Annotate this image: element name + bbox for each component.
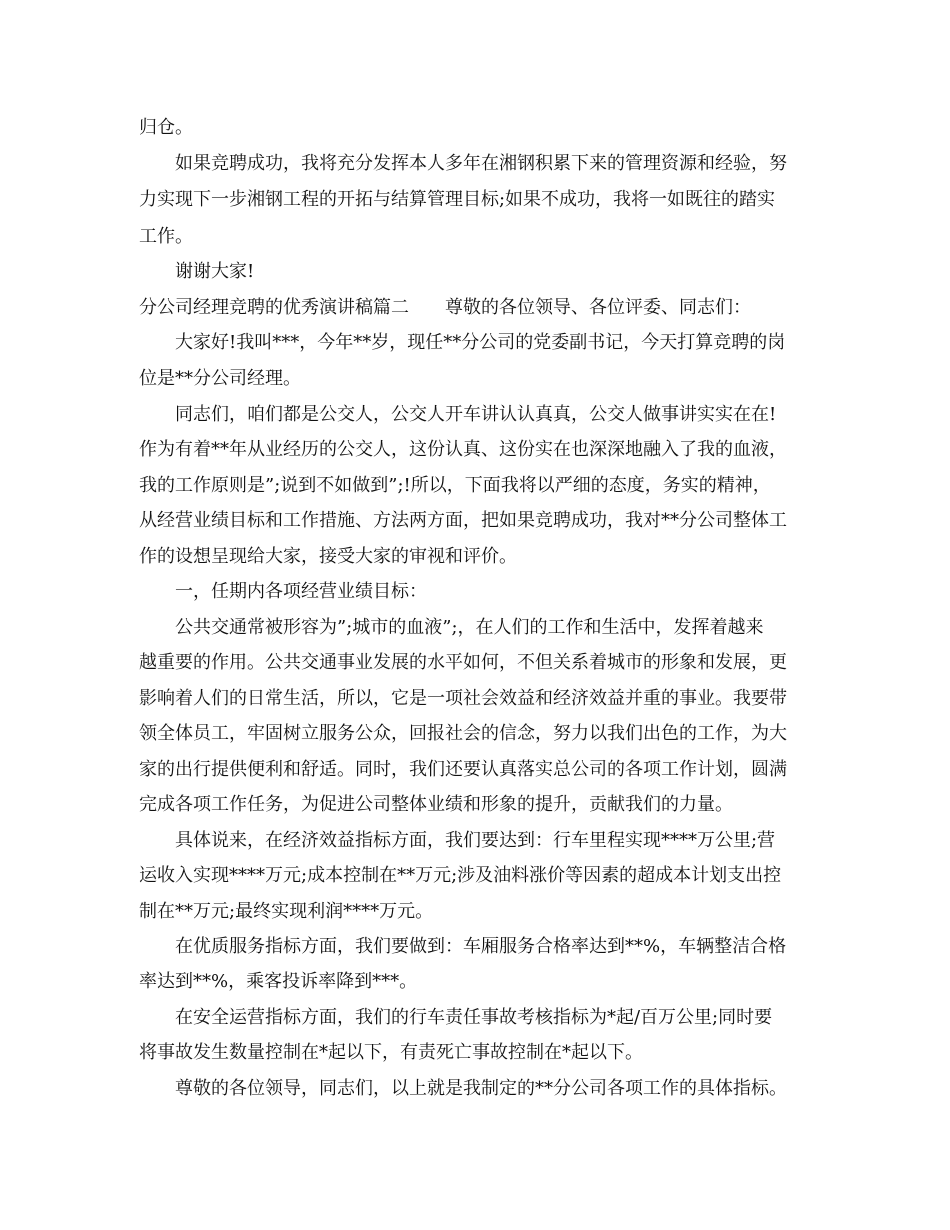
text-line: 同志们，咱们都是公交人，公交人开车讲认认真真，公交人做事讲实实在在! <box>175 404 777 425</box>
text-line: 影响着人们的日常生活，所以，它是一项社会效益和经济效益并重的事业。我要带 <box>139 688 787 709</box>
text-line: 公共交通常被形容为”;城市的血液”;，在人们的工作和生活中，发挥着越来 <box>175 617 764 638</box>
text-line: 作为有着**年从业经历的公交人，这份认真、这份实在也深深地融入了我的血液， <box>139 439 787 460</box>
text-line: 越重要的作用。公共交通事业发展的水平如何，不但关系着城市的形象和发展，更 <box>139 652 787 673</box>
text-line: 力实现下一步湘钢工程的开拓与结算管理目标;如果不成功，我将一如既往的踏实 <box>139 189 776 210</box>
text-line: 尊敬的各位领导，同志们，以上就是我制定的**分公司各项工作的具体指标。 <box>175 1078 787 1099</box>
text-line: 归仓。 <box>139 117 193 138</box>
text-line: 从经营业绩目标和工作措施、方法两方面，把如果竞聘成功，我对**分公司整体工 <box>139 510 787 531</box>
text-line: 工作。 <box>139 226 193 247</box>
text-line: 具体说来，在经济效益指标方面，我们要达到：行车里程实现****万公里;营 <box>175 830 776 851</box>
text-line: 谢谢大家! <box>175 261 255 282</box>
text-line: 作的设想呈现给大家，接受大家的审视和评价。 <box>139 546 517 567</box>
text-line: 家的出行提供便利和舒适。同时，我们还要认真落实总公司的各项工作计划，圆满 <box>139 759 787 780</box>
text-line: 制在**万元;最终实现利润****万元。 <box>139 901 434 922</box>
text-line: 将事故发生数量控制在*起以下，有责死亡事故控制在*起以下。 <box>139 1042 643 1063</box>
text-line: 位是**分公司经理。 <box>139 368 301 389</box>
text-line: 我的工作原则是”;说到不如做到”;!所以，下面我将以严细的态度，务实的精神， <box>139 475 771 496</box>
text-line: 领全体员工，牢固树立服务公众，回报社会的信念，努力以我们出色的工作，为大 <box>139 723 787 744</box>
section-heading: 分公司经理竞聘的优秀演讲稿篇二 尊敬的各位领导、各位评委、同志们： <box>139 297 751 318</box>
text-line: 运收入实现****万元;成本控制在**万元;涉及油料涨价等因素的超成本计划支出控 <box>139 865 782 886</box>
text-line: 如果竞聘成功，我将充分发挥本人多年在湘钢积累下来的管理资源和经验，努 <box>175 153 787 174</box>
text-line: 完成各项工作任务，为促进公司整体业绩和形象的提升，贡献我们的力量。 <box>139 794 733 815</box>
text-line: 率达到**%，乘客投诉率降到***。 <box>139 971 418 992</box>
text-line: 在优质服务指标方面，我们要做到：车厢服务合格率达到**%，车辆整洁合格 <box>175 936 787 957</box>
text-line: 大家好!我叫***，今年**岁，现任**分公司的党委副书记，今天打算竞聘的岗 <box>175 332 786 353</box>
text-line: 在安全运营指标方面，我们的行车责任事故考核指标为*起/百万公里;同时要 <box>175 1007 773 1028</box>
text-line: 一，任期内各项经营业绩目标： <box>175 581 427 602</box>
